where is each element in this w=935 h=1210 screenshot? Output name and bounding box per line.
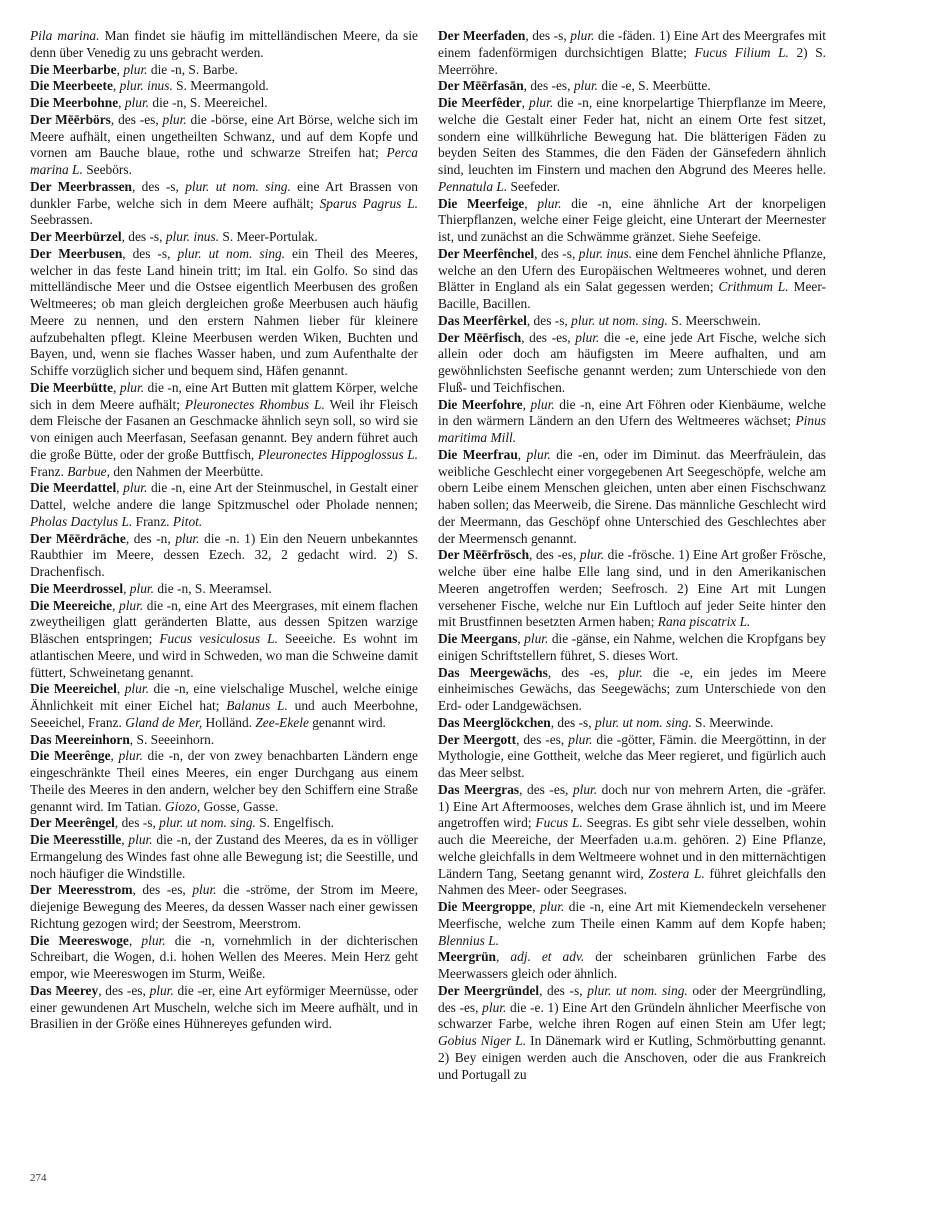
entry-text: , [517,446,527,462]
entry-italic-text: plur. [129,580,154,596]
entry-headword: Der Meeresstrom [30,882,133,898]
entry-italic-text: Fucus L. [535,815,583,831]
entry-headword: Die Meerfohre [438,396,523,412]
entry-text: die -e, S. Meerbütte. [598,78,711,94]
dictionary-entry [30,598,418,682]
entry-text: S. Engelfisch. [255,815,334,831]
entry-headword: Das Meereinhorn [30,731,130,747]
entry-text: den Nahmen der Meerbütte. [109,463,264,479]
entry-text: , des -s, [550,714,595,730]
entry-text: eine dem Fenchel ähnliche Pflanze, welche an den Ufern des Europäischen Weltmeeres wohnet, und deren Blätter in England als ein Salat gegessen werden; [438,245,827,295]
entry-text: Meer-Bacille, Bacillen. [438,279,827,311]
entry-italic-text: plur. [540,899,565,914]
entry-text: Seebörs. [82,162,132,177]
dictionary-entry [30,62,418,79]
dictionary-entry [30,95,418,112]
entry-headword: Der Meerbürzel [30,229,122,244]
entry-text: 2) S. Meerröhre. [438,44,827,77]
entry-text: die -n, S. Barbe. [147,61,238,77]
entry-headword: Der Meerfênchel [438,245,535,261]
entry-text: , des -s, [539,982,588,998]
entry-italic-text: plur. [149,982,174,998]
entry-headword: Der Mēērfisch [438,329,522,345]
page-number: 274 [30,1172,47,1184]
entry-italic-text: plur. ut nom. sing. [159,815,256,831]
entry-italic-text: Pleuronectes Rhombus L. [184,396,325,412]
entry-text: , [128,932,142,948]
entry-italic-text: Sparus Pagrus L. [319,195,418,211]
entry-text: , des -s, [525,28,571,43]
entry-italic-text: plur. [537,195,562,211]
dictionary-entry [30,112,418,179]
entry-text: , [496,949,511,965]
dictionary-entry [30,28,418,62]
entry-text: , des -es, [523,78,574,94]
entry-headword: Der Mēērbörs [30,111,111,127]
entry-italic-text: plur. [128,832,153,847]
entry-headword: Das Meerglöckchen [438,714,551,730]
entry-italic-text: plur. [524,631,549,646]
entry-text: die -e, eine jede Art Fische, welche sich allein oder doch am häufigsten im Meere aufhalten, und am gewöhnlichsten Seefische genannt werden; zum Unterschiede von den Fluß- und Teichfischen. [438,329,826,395]
entry-headword: Der Meerfaden [438,28,526,43]
entry-text: der scheinbaren grünlichen Farbe des Meerwassers gleich oder ähnlich. [438,949,826,981]
entry-text: die -n, eine Art mit Kiemendeckeln versehener Meerfische, welche zum Theile einen Kamm auf dem Kopfe haben; [438,899,826,931]
entry-text: die -n, eine ähnliche Art der knorpeligen Thierpflanzen, welche einer Feige gleicht, eine Unterart der Meernester ist, und zunächst an die Schwämme gränzet. Siehe Seefeige. [438,195,827,244]
entry-text: die -gänse, ein Nahme, welchen die Kropfgans bey einigen Schriftstellern führet, S. dieses Wort. [438,631,826,663]
dictionary-entry [438,949,826,983]
entry-text: die -n, der von zwey benachbarten Ländern enge eingeschränkte Theil eines Meeres, ein enger Durchgang aus einem Theile des Meeres in den andern, welcher bey den Schiffern eine Straße genannt wird. Im Tatian. [30,748,419,814]
entry-text: , S. Seeeinhorn. [129,731,215,747]
entry-headword: Die Meerbohne [30,95,119,110]
dictionary-entry [438,782,826,899]
entry-text: , des -es, [529,547,580,563]
entry-italic-text: Perca marina L. [30,145,418,177]
entry-headword: Die Meergans [438,631,518,646]
entry-text: die -er, eine Art eyförmiger Meernüsse, oder einer gewundenen Art Muscheln, welche sich im Meere aufhält, und in Brasilien in der Größe eines Hühnereyes gefunden wird. [30,982,418,1032]
dictionary-page [30,28,906,1168]
entry-text: , [116,480,124,496]
entry-italic-text: plur. [175,530,200,546]
entry-italic-text: plur. [141,932,166,948]
dictionary-entry [438,983,826,1084]
dictionary-entry [438,547,826,631]
dictionary-entry [438,732,826,782]
entry-text: oder der Meergründling, des -es, [438,982,826,1015]
entry-italic-text: Gland de Mer, [125,714,203,730]
entry-text: die -n, eine knorpelartige Thierpflanze im Meere, welche die Gestalt einer Feder hat, nicht an einem Orte fest sitzet, sondern eine willkührliche Bewegung hat. Die blätterigen Fäden zu beyden Seiten des Stammes, die den Fäden der Gänsefedern ähnlich sind, leuchten im Finstern und machen den Abgrund des Meeres helle. [438,95,826,177]
dictionary-entry [30,983,418,1033]
dictionary-entry [30,832,418,882]
entry-italic-text: Pholas Dactylus L. [30,513,133,529]
entry-italic-text: plur. ut nom. sing. [185,178,291,194]
entry-text: , [116,681,125,697]
entry-text: ein Theil des Meeres, welcher in das feste Land hinein tritt; im Ital. ein Golfo. So sind das mittelländische Meer und die Ostsee eigentlich Meerbusen des großen Weltmeeres; ob man gleich dergleichen große Meerbusen auch häufig Meere zu nennen, und den erstern Nahmen lieber für kleinere aufzubehalten pflegt. Kleine Meerbusen werden Wiken, Buchten und Bayen, und, wenn sie flaches Wasser haben, und zum Aufenthalte der Schiffe vorzüglich sicher und bequem sind, Häfen genannt. [30,245,418,378]
entry-headword: Die Meerbarbe [30,61,117,77]
entry-italic-text: plur. [123,480,148,496]
entry-text: , [121,832,129,847]
entry-italic-text: Fucus Filium L. [694,44,789,60]
entry-headword: Der Meerbusen [30,245,123,261]
entry-italic-text: plur. [119,379,145,395]
entry-text: die -e, ein jedes im Meere einheimisches Gewächs, das Seegewächs; zum Unterschiede von den Erd- oder Landgewächsen. [438,664,827,713]
entry-headword: Das Meergewächs [438,664,548,680]
entry-italic-text: Pitot. [172,513,203,529]
entry-text: Gosse, Gasse. [200,798,279,814]
entry-text: In Dänemark wird er Kutling, Schmörbutting genannt. 2) Bey einigen werden auch die Anschoven, oder die aus Frankreich und Portugall zu [438,1033,826,1082]
entry-italic-text: plur. [119,597,144,613]
entry-text: doch nur von mehrern Arten, die -gräfer. 1) Eine Art Aftermooses, welches dem Grase ähnlich ist, und im Meere angetroffen wird; [438,781,826,831]
entry-text: , des -es, [110,111,163,127]
entry-text: , des -es, [516,731,569,747]
dictionary-entry [438,28,826,78]
entry-headword: Der Mēērdrāche [30,530,126,546]
entry-text: Seegras. Es gibt sehr viele desselben, wohin auch die Meereiche, der Meerfaden u.a.m. gehören. 2) Eine Pflanze, welche gleichfalls in dem Weltmeere wohnet und in den mitternächtigen Ländern Tang, Seetang genannt wird, [438,815,826,881]
entry-text: , des -s, [122,245,178,261]
entry-italic-text: plur. [529,95,554,110]
entry-text: Seefeder. [507,178,560,194]
entry-text: S. Meerwinde. [691,714,774,730]
entry-italic-text: Balanus L. [226,698,288,713]
entry-italic-text: Fucus vesiculosus L. [159,631,278,646]
entry-text: , [521,95,530,110]
dictionary-entry [438,665,826,715]
entry-text: die -götter, Fämin. die Meergöttinn, in der Mythologie, eine Gottheit, welche das Meer regieret, und figürlich auch das Meer selbst. [438,731,827,780]
entry-text: , des -n, [125,530,176,546]
entry-italic-text: Blennius L. [438,932,500,948]
dictionary-entry [438,330,826,397]
entry-headword: Die Meerdattel [30,480,117,496]
entry-text: , [110,748,119,764]
entry-italic-text: plur. [572,781,598,797]
entry-headword: Meergrün [438,949,497,965]
entry-italic-text: plur. [124,95,150,110]
entry-headword: Der Meergründel [438,982,540,998]
entry-headword: Der Meerbrassen [30,178,133,194]
entry-text: führet gleichfalls den Nahmen des Meer- oder Seegrases. [438,865,826,898]
entry-text: , [116,61,124,77]
entry-italic-text: Rana piscatrix L. [657,614,751,630]
entry-italic-text: plur. inus. [119,78,173,94]
dictionary-entry [30,480,418,530]
dictionary-entry [30,246,418,380]
entry-text: S. Meer-Portulak. [219,229,318,244]
entry-headword: Der Meerêngel [30,815,115,831]
entry-text: die -ströme, der Strom im Meere, diejenige Bewegung des Meeres, da dessen Wasser nach einer gewissen Richtung gezogen wird; der Seestrom, Meerstrom. [30,882,419,931]
entry-italic-text: plur. ut nom. sing. [587,982,688,998]
entry-italic-text: plur. [118,748,143,764]
entry-headword: Die Meerênge [30,748,111,764]
entry-text: Franz. [30,463,68,479]
entry-italic-text: Pinus maritima Mill. [438,413,826,445]
entry-italic-text: plur. [482,999,507,1015]
entry-text: , des -es, [521,329,576,345]
entry-headword: Die Meereswoge [30,932,129,948]
entry-text: Man findet sie häufig im mittelländischen Meere, da sie denn über Venedig zu uns gebracht werden. [30,28,418,60]
entry-italic-text: plur. [526,446,551,462]
dictionary-entry [30,229,418,246]
entry-italic-text: Pila marina. [30,28,100,43]
entry-italic-text: plur. [575,329,600,345]
entry-text: S. Meerschwein. [667,312,761,328]
entry-text: die -n. 1) Ein den Neuern unbekanntes Raubthier im Meere, dessen Ezech. 32, 2 gedacht wird. 2) S. Drachenfisch. [30,530,418,579]
entry-text: , [532,899,541,914]
dictionary-entry [438,715,826,732]
entry-italic-text: plur. [192,882,217,898]
entry-text: die -n, vornehmlich in der dichterischen Schreibart, die Wogen, d.i. hohen Wellen des Meeres. Mein Herz geht empor, wie Meereswogen im Sturm, Weiße. [30,932,418,981]
entry-italic-text: Zostera L. [648,865,705,881]
entry-italic-text: plur. [579,547,605,563]
entry-text: die -frösche. 1) Eine Art großer Frösche, welche über eine halbe Elle lang sind, und in den Amerikanischen Meeren angetroffen werden; Seefrosch. 2) Eine Art mit Lungen versehener Fische, welche nur Ein Luftloch auf jeder Seite hinter den mit Brustfinnen besetzten Armen haben; [438,547,826,630]
entry-italic-text: plur. [124,681,149,697]
entry-text: Seebrassen. [30,212,93,228]
entry-text: , [113,379,120,395]
entry-text: die -n, eine Art Föhren oder Kienbäume, welche in den wärmern Ländern an den Ufern des Weltmeeres wächset; [438,396,826,429]
entry-text: , [118,95,125,110]
dictionary-entry [30,732,418,749]
entry-text: , des -es, [547,664,619,680]
entry-text: , des -s, [132,178,186,194]
entry-italic-text: plur. [530,396,555,412]
dictionary-entry [438,447,826,548]
dictionary-entry [438,313,826,330]
entry-italic-text: plur. inus. [165,229,220,244]
entry-text: , des -s, [114,815,160,831]
entry-italic-text: plur. [573,78,599,94]
dictionary-entry [438,397,826,447]
entry-headword: Das Meerey [30,982,99,998]
entry-headword: Die Meerfeige [438,195,525,211]
entry-italic-text: plur. [570,28,595,43]
entry-italic-text: plur. [568,731,593,747]
entry-italic-text: plur. ut nom. sing. [594,714,692,730]
entry-italic-text: Crithmum L. [718,279,789,295]
dictionary-entry [30,380,418,481]
right-column [438,28,826,1083]
dictionary-entry [30,815,418,832]
entry-text: die -n, S. Meeramsel. [153,580,272,596]
entry-text: Weil ihr Fleisch dem Fleische der Fasanen an Geschmacke ähnlich seyn soll, so wird sie von einigen auch Meerfasan, Seefasan genannt. Bey andern führet auch die große Bütte, oder der große Buttfisch, [30,396,418,462]
dictionary-entry [30,531,418,581]
entry-text: die -n, eine Art des Meergrases, mit einem flachen zweytheiligen glatt geränderten Blatte, aus dessen Spitzen warzige Bläschen entspringen; [30,597,418,646]
entry-text: , des -s, [526,312,572,328]
entry-italic-text: plur. [162,111,187,127]
entry-italic-text: Gobius Niger L. [438,1033,527,1048]
dictionary-entry [30,581,418,598]
entry-text: eine Art Brassen von dunkler Farbe, welche sich in dem Meere aufhält; [30,178,418,211]
entry-italic-text: Barbue, [67,463,110,479]
entry-headword: Der Mēērfrösch [438,547,530,563]
entry-italic-text: plur. ut nom. sing. [571,312,668,328]
entry-text: die -fäden. 1) Eine Art des Meergrafes mit einem fadenförmigen durchsichtigen Blatte; [438,28,827,60]
entry-text: , des -s, [121,229,166,244]
entry-italic-text: Pleuronectes Hippoglossus L. [257,446,419,462]
entry-headword: Die Meeresstille [30,832,122,847]
entry-text: , [524,195,538,211]
entry-italic-text: Zee-Ekele [255,714,309,730]
entry-headword: Der Mēērfasān [438,78,524,94]
entry-text: die -en, oder im Diminut. das Meerfräulein, das weibliche Geschlecht einer vorgegebenen Art Seegeschöpfe, welche am obern Leibe einem Menschen gleichen, unten aber einen Fischschwanz haben sollen; das Meerweib, die Sirene. Das männliche Geschlecht wird der Meermann, das Geschöpf ohne Unterschied des Geschlechtes aber der Meermensch genannt. [438,446,826,546]
entry-headword: Der Meergott [438,731,517,747]
dictionary-entry [30,681,418,731]
entry-text: Seeeiche. Es wohnt im atlantischen Meere, und wird in Schweden, wo man die Schweine damit füttert, Schweinetang genannt. [30,631,418,680]
entry-text: , [522,396,531,412]
entry-text: und auch Meerbohne, Seeeichel, Franz. [30,698,418,730]
dictionary-entry [438,631,826,665]
entry-text: die -börse, eine Art Börse, welche sich im Meere aufhält, einen ungetheilten Schwanz, und auf dem Kopfe und vornen am Bauche blaue, rothe und schwarze Streifen hat; [30,111,419,161]
entry-headword: Die Meerbütte [30,379,114,395]
dictionary-entry [30,78,418,95]
entry-headword: Die Meerfêder [438,95,522,110]
entry-text: die -n, der Zustand des Meeres, da es in völliger Ermangelung des Windes fast ohne alle Bewegung ist; die Seestille, und noch häufiger die Windstille. [30,832,418,881]
entry-headword: Die Meerdrossel [30,580,124,596]
entry-headword: Die Meerbeete [30,78,113,94]
entry-text: genannt wird. [308,714,386,730]
dictionary-entry [438,899,826,949]
dictionary-entry [30,882,418,932]
entry-headword: Die Meereichel [30,681,117,697]
entry-text: , des -es, [519,781,573,797]
entry-italic-text: plur. ut nom. sing. [177,245,286,261]
entry-text: die -n, S. Meereichel. [149,95,268,110]
entry-text: Holländ. [202,714,256,730]
entry-headword: Das Meergras [438,781,520,797]
entry-text: die -n, eine vielschalige Muschel, welche einige Ähnlichkeit mit einer Eichel hat; [30,681,418,713]
entry-headword: Die Meergroppe [438,899,533,914]
entry-text: , des -es, [132,882,193,898]
dictionary-entry [438,246,826,313]
entry-italic-text: Giozo, [164,798,201,814]
entry-italic-text: adj. et adv. [510,949,585,965]
entry-italic-text: plur. [618,664,643,680]
entry-headword: Die Meerfrau [438,446,518,462]
left-column [30,28,418,1033]
entry-text: , [112,597,119,613]
entry-text: S. Meermangold. [172,78,269,94]
dictionary-entry [30,748,418,815]
entry-text: , [123,580,130,596]
entry-text: Franz. [132,513,173,529]
dictionary-entry [30,933,418,983]
entry-headword: Das Meerfêrkel [438,312,527,328]
entry-italic-text: Pennatula L. [438,178,508,194]
dictionary-entry [438,78,826,95]
dictionary-entry [438,196,826,246]
entry-text: , [517,631,525,646]
entry-text: die -n, eine Art der Steinmuschel, in Gestalt einer Dattel, welche andere die lange Spitzmuschel oder Pholade nennen; [30,480,418,512]
entry-text: die -e. 1) Eine Art den Gründeln ähnlicher Meerfische von schwarzer Farbe, welche ihren Rogen auf einen Stein am Ufer legt; [438,999,826,1032]
entry-text: , des -es, [98,982,150,998]
entry-italic-text: plur. [123,61,148,77]
entry-italic-text: plur. inus. [578,245,633,261]
entry-text: die -n, eine Art Butten mit glattem Körper, welche sich in dem Meere aufhält; [30,379,418,412]
dictionary-entry [30,179,418,229]
entry-text: , des -s, [534,245,579,261]
entry-headword: Die Meereiche [30,597,113,613]
entry-text: , [112,78,120,94]
dictionary-entry [438,95,826,196]
